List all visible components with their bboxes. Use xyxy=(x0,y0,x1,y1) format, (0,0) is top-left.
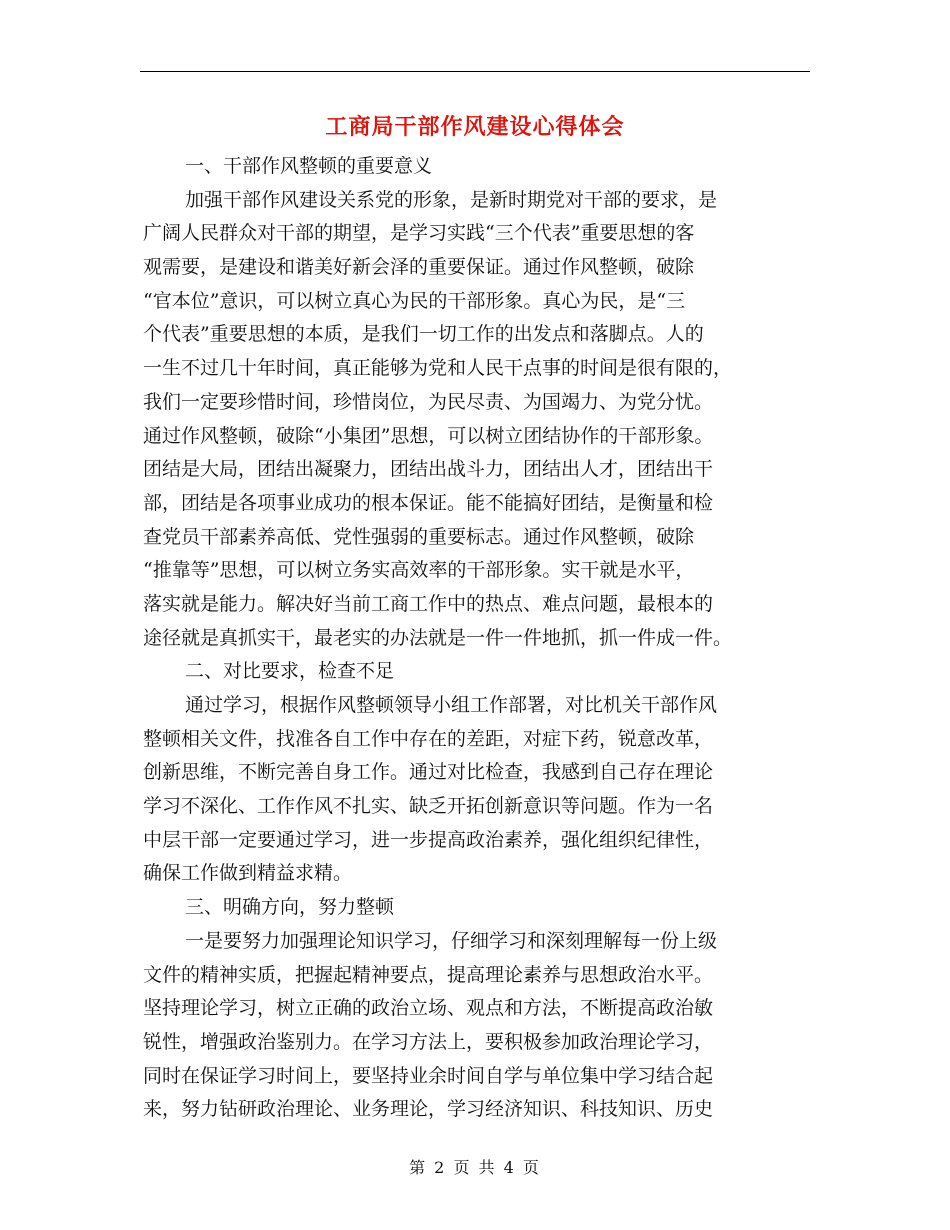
paragraph-line: 途径就是真抓实干，最老实的办法就是一件一件地抓，抓一件成一件。 xyxy=(143,626,733,649)
paragraph-line: 通过学习，根据作风整顿领导小组工作部署，对比机关干部作风 xyxy=(185,694,718,716)
paragraph-line: 观需要，是建设和谐美好新会泽的重要保证。通过作风整顿，破除 xyxy=(143,256,695,279)
paragraph-line: 整顿相关文件，找准各自工作中存在的差距，对症下药，锐意改革， xyxy=(143,727,714,750)
page-number-footer: 第 2 页 共 4 页 xyxy=(409,1158,541,1177)
paragraph-line: 个代表”重要思想的本质，是我们一切工作的出发点和落脚点。人的 xyxy=(143,323,704,346)
paragraph-line: 一生不过几十年时间，真正能够为党和人民干点事的时间是很有限的， xyxy=(143,357,733,380)
paragraph-line: 确保工作做到精益求精。 xyxy=(143,862,353,885)
paragraph-line: 文件的精神实质，把握起精神要点，提高理论素养与思想政治水平。 xyxy=(143,963,714,986)
paragraph-line: “官本位”意识，可以树立真心为民的干部形象。真心为民，是“三 xyxy=(143,289,686,312)
paragraph-line: 落实就是能力。解决好当前工商工作中的热点、难点问题，最根本的 xyxy=(143,592,714,615)
paragraph-line: 中层干部一定要通过学习，进一步提高政治素养，强化组织纪律性， xyxy=(143,828,714,851)
paragraph-line: 学习不深化、工作作风不扎实、缺乏开拓创新意识等问题。作为一名 xyxy=(143,795,714,818)
paragraph-line: 来，努力钻研政治理论、业务理论，学习经济知识、科技知识、历史 xyxy=(143,1098,714,1121)
section-heading: 二、对比要求，检查不足 xyxy=(185,660,395,683)
section-heading: 三、明确方向，努力整顿 xyxy=(185,896,395,919)
paragraph-line: 通过作风整顿，破除“小集团”思想，可以树立团结协作的干部形象。 xyxy=(143,424,714,447)
paragraph-line: 同时在保证学习时间上，要坚持业余时间自学与单位集中学习结合起 xyxy=(143,1064,714,1087)
paragraph-line: 部，团结是各项事业成功的根本保证。能不能搞好团结，是衡量和检 xyxy=(143,491,714,514)
header-rule xyxy=(140,71,810,72)
document-body xyxy=(143,150,813,1127)
paragraph-line: “推靠等”思想，可以树立务实高效率的干部形象。实干就是水平， xyxy=(143,559,695,582)
paragraph-line: 我们一定要珍惜时间，珍惜岗位，为民尽责、为国竭力、为党分忧。 xyxy=(143,390,714,413)
paragraph-line: 锐性，增强政治鉴别力。在学习方法上，要积极参加政治理论学习， xyxy=(143,1030,714,1053)
section-heading: 一、干部作风整顿的重要意义 xyxy=(185,155,433,177)
paragraph-line: 坚持理论学习，树立正确的政治立场、观点和方法，不断提高政治敏 xyxy=(143,997,714,1020)
document-title: 工商局干部作风建设心得体会 xyxy=(325,114,625,140)
paragraph-line: 广阔人民群众对干部的期望，是学习实践“三个代表”重要思想的客 xyxy=(143,222,695,245)
paragraph-line: 创新思维，不断完善自身工作。通过对比检查，我感到自己存在理论 xyxy=(143,761,714,784)
paragraph-line: 查党员干部素养高低、党性强弱的重要标志。通过作风整顿，破除 xyxy=(143,525,695,548)
paragraph-line: 团结是大局，团结出凝聚力，团结出战斗力，团结出人才，团结出干 xyxy=(143,458,714,481)
paragraph-line: 加强干部作风建设关系党的形象，是新时期党对干部的要求，是 xyxy=(185,188,718,211)
paragraph-line: 一是要努力加强理论知识学习，仔细学习和深刻理解每一份上级 xyxy=(185,929,718,952)
